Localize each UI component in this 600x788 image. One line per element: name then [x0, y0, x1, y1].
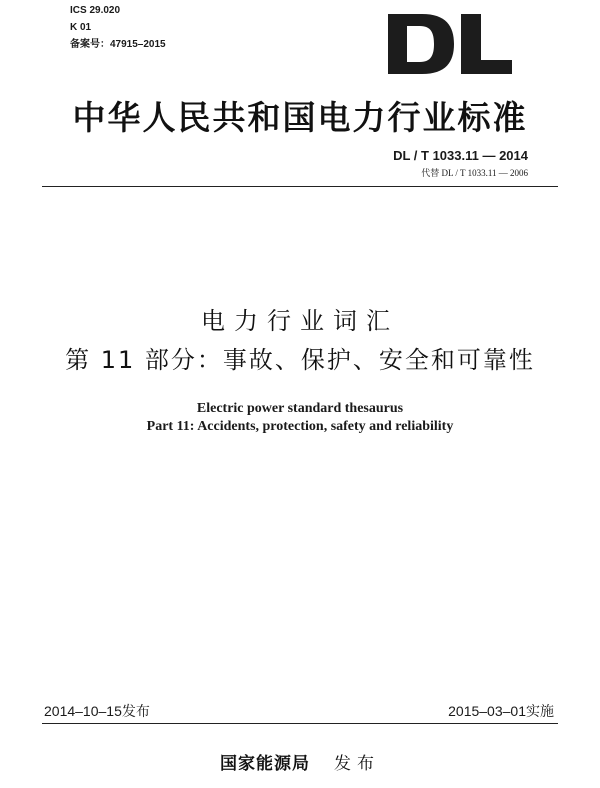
replaces-code: 代替 DL / T 1033.11 — 2006 [421, 168, 528, 178]
standard-code: DL / T 1033.11 — 2014 [393, 148, 528, 163]
standard-category-title: 中华人民共和国电力行业标准 [72, 98, 528, 137]
title-cn-line1: 电力行业词汇 [201, 307, 399, 335]
publisher-org: 国家能源局 [220, 754, 310, 774]
logo-letter-d [388, 14, 454, 74]
issue-date: 2014–10–15发布 [44, 703, 150, 719]
classification-block [70, 2, 166, 53]
implementation-date: 2015–03–01实施 [448, 703, 554, 719]
top-divider [42, 186, 558, 187]
publisher-line [0, 749, 600, 774]
title-en-line2: Part 11: Accidents, protection, safety and reliability [146, 419, 454, 434]
publisher-action: 发布 [334, 754, 380, 774]
bottom-divider [42, 723, 558, 724]
dl-logo [388, 14, 512, 74]
filing-number: 备案号：47915–2015 [70, 39, 166, 50]
title-cn-line2: 第 11 部分：事故、保护、安全和可靠性 [65, 346, 535, 374]
title-en-line1: Electric power standard thesaurus [196, 401, 404, 416]
ics-code: ICS 29.020 [70, 5, 121, 16]
logo-letter-l [461, 14, 512, 74]
class-code: K 01 [70, 22, 92, 33]
